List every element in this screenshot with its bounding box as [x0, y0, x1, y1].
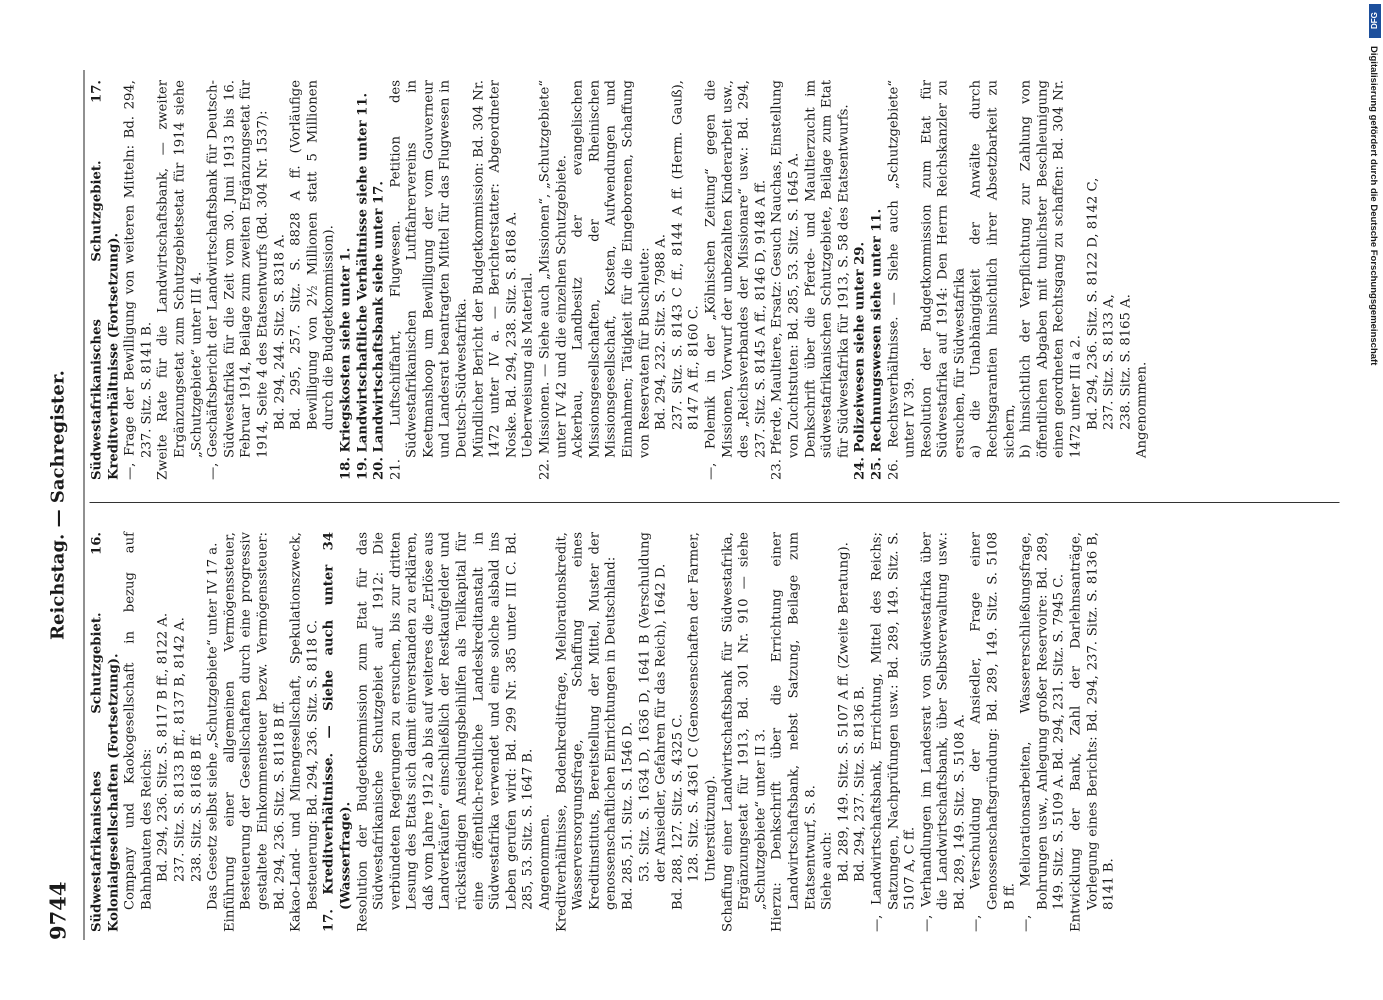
entry-text: —, Landwirtschaftsbank, Errichtung, Mittel des Reichs; Satzungen, Nachprüfungen usw.: Bd. 289, 149. Sitz. S. 5107 A, C ff.: [869, 532, 918, 932]
entry-text: Ackerbau, Landbesitz der evangelischen Missionsgesellschaften, der Rheinischen Missionsgesellschaft, Kosten, Aufwendungen und Einnahmen; Tätigkeit für die Eingeborenen, Schaffung von Reservaten für Buschleute:: [570, 80, 653, 458]
entry-text: Schaffung einer Landwirtschaftsbank für Südwestafrika, Ergänzungsetat für 1913, Bd. 301 Nr. 910 — siehe „Schutzgebiete“ unter II 3.: [720, 532, 769, 932]
entry-reference: Bd. 294, 244. Sitz. S. 8318 A.: [272, 234, 288, 430]
section-heading: Südwestafrikanisches Schutzgebiet. 16. Kolonialgesellschaften (Fortsetzung).: [89, 532, 122, 932]
entry-reference: Bd. 288, 127. Sitz. S. 4325 C.: [670, 713, 686, 910]
entry-status: Ueberweisung als Material.: [520, 272, 536, 458]
entry-text: Company und Kaokogesellschaft in bezug auf Bahnbauten des Reichs:: [122, 532, 155, 910]
right-column: [90, 80, 1152, 480]
entry-text: Einführung einer allgemeinen Vermögenssteuer, Besteuerung der Gesellschaften durch eine progressiv gestaltete Einkommensteuer bezw. Vermögenssteuer: Bd. 294, 236. Sitz. S. 8118 B ff.: [222, 532, 288, 932]
entry-reference: 237. Sitz. S. 8143 C ff., 8144 A ff. (Herm. Gauß), 8147 A ff., 8160 C.: [670, 80, 702, 430]
entry-text: Siehe auch:: [819, 831, 835, 910]
entry-text: Resolution der Budgetkommission zum Etat für Südwestafrika auf 1914: Den Herrn Reichskanzler zu ersuchen, für Südwestafrika: [919, 80, 968, 458]
entry-reference: Bd. 294, 232. Sitz. S. 7988 A.: [653, 234, 669, 430]
entry-reference: 238. Sitz. S. 8168 B ff.: [189, 732, 205, 882]
entry-text: Zweite Rate für die Landwirtschaftsbank, — zweiter Ergänzungsetat zum Schutzgebietsetat für 1914 siehe „Schutzgebiete“ unter III 4.: [155, 80, 205, 480]
entry-reference: 237. Sitz. S. 8133 A,: [1101, 294, 1117, 430]
subsection-entry: 26. Rechtsverhältnisse. — Siehe auch „Schutzgebiete“ unter IV 39.: [886, 80, 918, 480]
entry-text: Kakao-Land- und Minengesellschaft, Spekulationszweck, Besteuerung: Bd. 294, 236. Sitz. S. 8118 C.: [288, 532, 321, 932]
entry-reference: Bd. 285, 51. Sitz. S. 1546 D.: [620, 721, 636, 910]
digitization-note: [1365, 46, 1379, 566]
section-heading: Südwestafrikanisches Schutzgebiet. 17. Kreditverhältnisse (Fortsetzung).: [89, 80, 122, 480]
entry-text: Denkschrift über die Pferde- und Maultierzucht im südwestafrikanischen Schutzgebiete, Beilage zum Etat für Südwestafrika für 1913, S. 58 des Etatsentwurfs.: [803, 80, 852, 458]
dfg-logo-text: DFG: [1370, 12, 1379, 30]
entry-reference: 128. Sitz. S. 4361 C (Genossenschaften der Farmer, Unterstützung).: [686, 532, 719, 882]
entry-text: Mündlicher Bericht der Budgetkommission: Bd. 304 Nr. 1472 unter IV a. — Berichterstatter: Abgeordneter Noske. Bd. 294, 238. Sitz. S. 8168 A.: [471, 80, 520, 458]
entry-text: Das Gesetz selbst siehe „Schutzgebiete“ unter IV 17 a.: [205, 542, 221, 910]
entry-text: —, Verhandlungen im Landesrat von Südwestafrika über die Landwirtschaftsbank, über Selbstverwaltung usw.: Bd. 289, 149. Sitz. S. 5108 A.: [919, 532, 968, 932]
subsection-entry: 21. Luftschiffahrt, Flugwesen. Petition des Südwestafrikanischen Luftfahrervereins in Keetmanshoop um Bewilligung der vom Gouverneur und Landesrat beantragten Mittel für das Flugwesen in Deutsch-Südwestafrika.: [388, 80, 470, 480]
subsection-entry: 22. Missionen. — Siehe auch „Missionen“, „Schutzgebiete“ unter IV 42 und die einzelnen Schutzgebiete.: [537, 80, 570, 480]
digitization-note-text: Digitalisierung gefördert durch die Deutsche Forschungsgemeinschaft: [1368, 46, 1379, 366]
entry-status: Angenommen.: [1134, 361, 1150, 458]
running-title: Reichstag. — Sachregister.: [47, 370, 69, 640]
page-header: [40, 70, 80, 940]
header-rule: [84, 70, 85, 940]
entry-reference: Bd. 294, 237. Sitz. S. 8136 B.: [852, 685, 868, 882]
entry-status: Angenommen.: [537, 813, 553, 910]
entry-reference: 238. Sitz. S. 8165 A.: [1118, 294, 1134, 430]
subsection-entry: 23. Pferde, Maultiere, Ersatz: Gesuch Nauchas, Einstellung von Zuchtstuten: Bd. 285, 53. Sitz. S. 1645 A.: [769, 80, 802, 480]
subsection-heading: 24. Polizeiwesen siehe unter 29.: [852, 241, 868, 480]
entry-text: b) hinsichtlich der Verpflichtung zur Zahlung von öffentlichen Abgaben mit tunlichster Beschleunigung einen geordneten Rechtsgang zu schaffen: Bd. 304 Nr. 1472 unter III a 2.: [1018, 80, 1084, 458]
entry-text: —, Polemik in der „Kölnischen Zeitung“ gegen die Missionen, Vorwurf der unbezahlten Kinderarbeit usw., des „Reichsverbandes der Missionare“ usw.: Bd. 294, 237. Sitz. S. 8145 A ff., 8146 D, 9148 A ff.: [703, 80, 769, 480]
subsection-heading: 20. Landwirtschaftsbank siehe unter 17.: [371, 181, 387, 480]
column-divider: [90, 502, 1340, 503]
entry-text: —, Geschäftsbericht der Landwirtschaftsbank für Deutsch-Südwestafrika für die Zeit vom 30. Juni 1913 bis 16. Februar 1914, Beilage zum zweiten Ergänzungsetat für 1914, Seite 4 des Etatsentwurfs (Bd. 304 Nr. 1537):: [205, 80, 271, 480]
subsection-heading: 18. Kriegskosten siehe unter 1.: [338, 247, 354, 480]
entry-text: Entwicklung der Bank, Zahl der Darlehnsanträge, Vorlegung eines Berichts: Bd. 294, 237. Sitz. S. 8136 B, 8141 B.: [1068, 532, 1117, 932]
entry-text: —, Meliorationsarbeiten, Wassererschließungsfrage, Bohrungen usw., Anlegung großer Reservoire: Bd. 289, 149. Sitz. S. 5109 A. Bd. 294, 231. Sitz. S. 7945 C.: [1018, 532, 1067, 932]
subsection-heading: 17. Kreditverhältnisse. — Siehe auch unter 34 (Wasserfrage).: [321, 532, 354, 932]
dfg-logo: [1369, 4, 1381, 38]
entry-reference: Bd. 294, 236. Sitz. S. 8122 D, 8142 C,: [1085, 177, 1101, 430]
entry-reference: 237. Sitz. S. 8133 B ff., 8137 B, 8142 A.: [172, 617, 188, 882]
entry-text: —, Verschuldung der Ansiedler, Frage einer Genossenschaftsgründung: Bd. 289, 149. Sitz. S. 5108 B ff.: [968, 532, 1018, 932]
subsection-heading: 25. Rechnungswesen siehe unter 11.: [869, 208, 885, 480]
left-column: [90, 532, 1119, 932]
entry-text: —, Frage der Bewilligung von weiteren Mitteln: Bd. 294, 237. Sitz. S. 8141 B.: [122, 80, 155, 480]
entry-text: Kreditverhältnisse, Bodenkreditfrage, Meliorationskredit, Wasserversorgungsfrage, Schaffung eines Kreditinstituts, Bereitstellung der Mittel, Muster der genossenschaftlichen Einrichtungen in Deutschland:: [554, 532, 619, 932]
entry-text: Resolution der Budgetkommission zum Etat für das Südwestafrikanische Schutzgebiet auf 1912: Die verbündeten Regierungen zu ersuchen, bis zur dritten Lesung des Etats sich damit einverstanden zu erklären, daß vom Jahre 1912 ab bis auf weiteres die „Erlöse aus Landverkäufen“ einschließlich der Restkaufgelder und rückständigen Ansiedlungsbeihilfen als Teilkapital für eine öffentlich-rechtliche Landeskreditanstalt in Südwestafrika verwendet und eine solche alsbald ins Leben gerufen wird: Bd. 299 Nr. 385 unter III C. Bd. 285, 53. Sitz. S. 1647 B.: [355, 532, 536, 932]
entry-text: a) die Unabhängigkeit der Anwälte durch Rechtsgarantien hinsichtlich ihrer Absetzbarkeit zu sichern,: [968, 80, 1018, 458]
subsection-heading: 19. Landwirtschaftliche Verhältnisse siehe unter 11.: [355, 92, 370, 480]
entry-reference: Bd. 289, 149. Sitz. S. 5107 A ff. (Zweite Beratung).: [836, 542, 852, 882]
page-number: 9744: [45, 881, 71, 940]
entry-text: Hierzu: Denkschrift über die Errichtung einer Landwirtschaftsbank, nebst Satzung, Beilage zum Etatsentwurf, S. 8.: [769, 532, 819, 932]
entry-reference: 53. Sitz. S. 1634 D, 1636 D, 1641 B (Verschuldung der Ansiedler, Gefahren für das Reich), 1642 D.: [637, 532, 669, 882]
entry-reference: Bd. 295, 257. Sitz. S. 8828 A ff. (Vorläufige Bewilligung von 2½ Millionen statt 5 Millionen durch die Budgetkommission).: [288, 80, 337, 430]
entry-reference: Bd. 294, 236. Sitz. S. 8117 B ff., 8122 A.: [155, 612, 171, 882]
